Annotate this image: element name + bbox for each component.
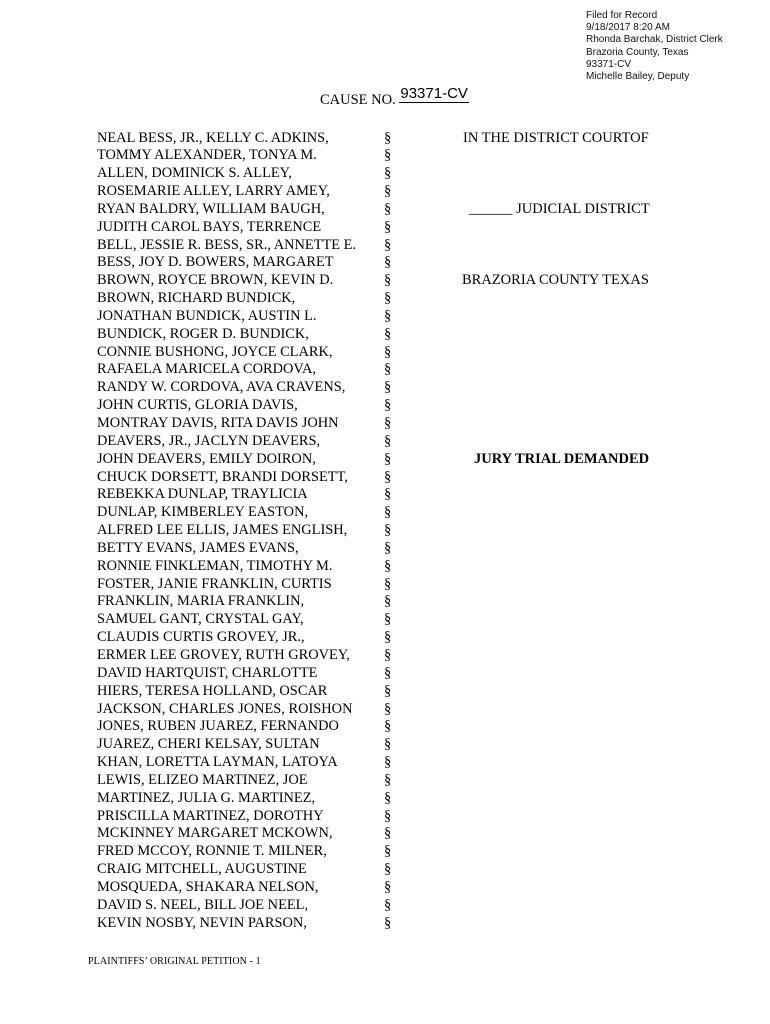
section-symbol: §: [384, 165, 392, 182]
plaintiff-line: CHUCK DORSETT, BRANDI DORSETT,: [97, 468, 348, 485]
plaintiff-line: DAVID HARTQUIST, CHARLOTTE: [97, 664, 318, 681]
plaintiff-line: MOSQUEDA, SHAKARA NELSON,: [97, 878, 319, 895]
filing-stamp-line: Rhonda Barchak, District Clerk: [586, 34, 723, 46]
plaintiff-line: FOSTER, JANIE FRANKLIN, CURTIS: [97, 575, 332, 592]
plaintiff-line: ROSEMARIE ALLEY, LARRY AMEY,: [97, 183, 330, 200]
section-symbol: §: [384, 789, 392, 806]
plaintiff-line: TOMMY ALEXANDER, TONYA M.: [97, 147, 317, 164]
filing-stamp-line: Brazoria County, Texas: [586, 46, 689, 58]
section-symbol: §: [384, 129, 392, 146]
section-symbol: §: [384, 468, 392, 485]
plaintiff-line: JONATHAN BUNDICK, AUSTIN L.: [97, 307, 317, 324]
section-symbol-column: [384, 130, 391, 933]
plaintiff-line: FRANKLIN, MARIA FRANKLIN,: [97, 593, 305, 610]
plaintiff-line: BROWN, RICHARD BUNDICK,: [97, 290, 296, 307]
section-symbol: §: [384, 272, 392, 289]
plaintiff-line: SAMUEL GANT, CRYSTAL GAY,: [97, 611, 304, 628]
section-symbol: §: [384, 629, 392, 646]
filing-stamp-line: Michelle Bailey, Deputy: [586, 71, 690, 83]
county-heading: BRAZORIA COUNTY TEXAS: [462, 272, 649, 288]
section-symbol: §: [384, 415, 392, 431]
section-symbol: §: [384, 432, 392, 449]
cause-label: CAUSE NO.: [320, 92, 396, 108]
plaintiff-line: ALLEN, DOMINICK S. ALLEY,: [97, 165, 292, 182]
filing-stamp: [586, 10, 723, 83]
filing-stamp-line: 93371-CV: [586, 58, 632, 70]
jury-trial-demand: JURY TRIAL DEMANDED: [474, 451, 650, 467]
section-symbol: §: [384, 200, 392, 217]
plaintiff-line: NEAL BESS, JR., KELLY C. ADKINS,: [97, 129, 329, 146]
plaintiff-line: JUDITH CAROL BAYS, TERRENCE: [97, 218, 322, 235]
section-symbol: §: [384, 611, 392, 628]
section-symbol: §: [384, 343, 392, 360]
plaintiff-line: RYAN BALDRY, WILLIAM BAUGH,: [97, 200, 325, 217]
plaintiff-line: RONNIE FINKLEMAN, TIMOTHY M.: [97, 557, 333, 574]
section-symbol: §: [384, 593, 392, 610]
section-symbol: §: [384, 825, 392, 842]
plaintiff-line: JOHN CURTIS, GLORIA DAVIS,: [97, 397, 298, 414]
judicial-district-heading: ______ JUDICIAL DISTRICT: [469, 201, 650, 217]
plaintiff-line: JOHN DEAVERS, EMILY DOIRON,: [97, 450, 316, 467]
section-symbol: §: [384, 450, 392, 467]
plaintiff-line: DUNLAP, KIMBERLEY EASTON,: [97, 504, 309, 521]
plaintiff-line: CONNIE BUSHONG, JOYCE CLARK,: [97, 343, 333, 360]
section-symbol: §: [384, 325, 392, 342]
section-symbol: §: [384, 183, 392, 200]
plaintiff-line: BETTY EVANS, JAMES EVANS,: [97, 539, 299, 556]
section-symbol: §: [384, 575, 392, 592]
district-court-heading: IN THE DISTRICT COURTOF: [463, 130, 649, 146]
section-symbol: §: [384, 290, 392, 307]
section-symbol: §: [384, 682, 392, 699]
plaintiff-line: MCKINNEY MARGARET MCKOWN,: [97, 825, 333, 842]
section-symbol: §: [384, 718, 392, 735]
section-symbol: §: [384, 504, 392, 521]
section-symbol: §: [384, 379, 392, 396]
plaintiff-line: JACKSON, CHARLES JONES, ROISHON: [97, 700, 353, 717]
plaintiff-line: JUAREZ, CHERI KELSAY, SULTAN: [97, 736, 320, 753]
section-symbol: §: [384, 754, 392, 771]
plaintiff-line: RANDY W. CORDOVA, AVA CRAVENS,: [97, 379, 346, 396]
plaintiff-line: KEVIN NOSBY, NEVIN PARSON,: [97, 914, 307, 931]
plaintiff-line: BESS, JOY D. BOWERS, MARGARET: [97, 254, 334, 271]
section-symbol: §: [384, 254, 392, 271]
section-symbol: §: [384, 522, 392, 539]
plaintiff-line: RAFAELA MARICELA CORDOVA,: [97, 361, 316, 378]
plaintiff-line: MONTRAY DAVIS, RITA DAVIS JOHN: [97, 415, 339, 431]
plaintiff-line: REBEKKA DUNLAP, TRAYLICIA: [97, 486, 308, 503]
plaintiff-line: CLAUDIS CURTIS GROVEY, JR.,: [97, 629, 305, 646]
section-symbol: §: [384, 539, 392, 556]
cause-number-line: [320, 85, 469, 109]
plaintiff-line: BROWN, ROYCE BROWN, KEVIN D.: [97, 272, 334, 289]
section-symbol: §: [384, 361, 392, 378]
section-symbol: §: [384, 218, 392, 235]
plaintiff-line: KHAN, LORETTA LAYMAN, LATOYA: [97, 754, 338, 771]
plaintiff-line: HIERS, TERESA HOLLAND, OSCAR: [97, 682, 328, 699]
plaintiff-line: FRED MCCOY, RONNIE T. MILNER,: [97, 843, 327, 860]
plaintiff-line: DAVID S. NEEL, BILL JOE NEEL,: [97, 896, 309, 913]
filing-stamp-line: 9/18/2017 8:20 AM: [586, 22, 670, 34]
section-symbol: §: [384, 147, 392, 164]
plaintiff-line: ERMER LEE GROVEY, RUTH GROVEY,: [97, 646, 350, 663]
plaintiff-line: JONES, RUBEN JUAREZ, FERNANDO: [97, 718, 339, 735]
section-symbol: §: [384, 914, 392, 931]
cause-number: 93371-CV: [400, 85, 468, 102]
page-footer: PLAINTIFFS’ ORIGINAL PETITION - 1: [88, 956, 261, 967]
section-symbol: §: [384, 896, 392, 913]
plaintiff-line: CRAIG MITCHELL, AUGUSTINE: [97, 861, 307, 878]
plaintiff-line: ALFRED LEE ELLIS, JAMES ENGLISH,: [97, 522, 348, 539]
plaintiff-line: DEAVERS, JR., JACLYN DEAVERS,: [97, 432, 321, 449]
section-symbol: §: [384, 843, 392, 860]
section-symbol: §: [384, 878, 392, 895]
section-symbol: §: [384, 307, 392, 324]
section-symbol: §: [384, 397, 392, 414]
section-symbol: §: [384, 700, 392, 717]
section-symbol: §: [384, 736, 392, 753]
plaintiff-line: LEWIS, ELIZEO MARTINEZ, JOE: [97, 771, 308, 788]
plaintiff-line: PRISCILLA MARTINEZ, DOROTHY: [97, 807, 324, 824]
section-symbol: §: [384, 807, 392, 824]
section-symbol: §: [384, 486, 392, 503]
section-symbol: §: [384, 861, 392, 878]
filing-stamp-line: Filed for Record: [586, 10, 658, 21]
section-symbol: §: [384, 771, 392, 788]
section-symbol: §: [384, 236, 392, 253]
section-symbol: §: [384, 646, 392, 663]
section-symbol: §: [384, 557, 392, 574]
plaintiffs-list: [97, 130, 356, 933]
plaintiff-line: MARTINEZ, JULIA G. MARTINEZ,: [97, 789, 316, 806]
section-symbol: §: [384, 664, 392, 681]
plaintiff-line: BUNDICK, ROGER D. BUNDICK,: [97, 325, 309, 342]
plaintiff-line: BELL, JESSIE R. BESS, SR., ANNETTE E.: [97, 236, 357, 253]
